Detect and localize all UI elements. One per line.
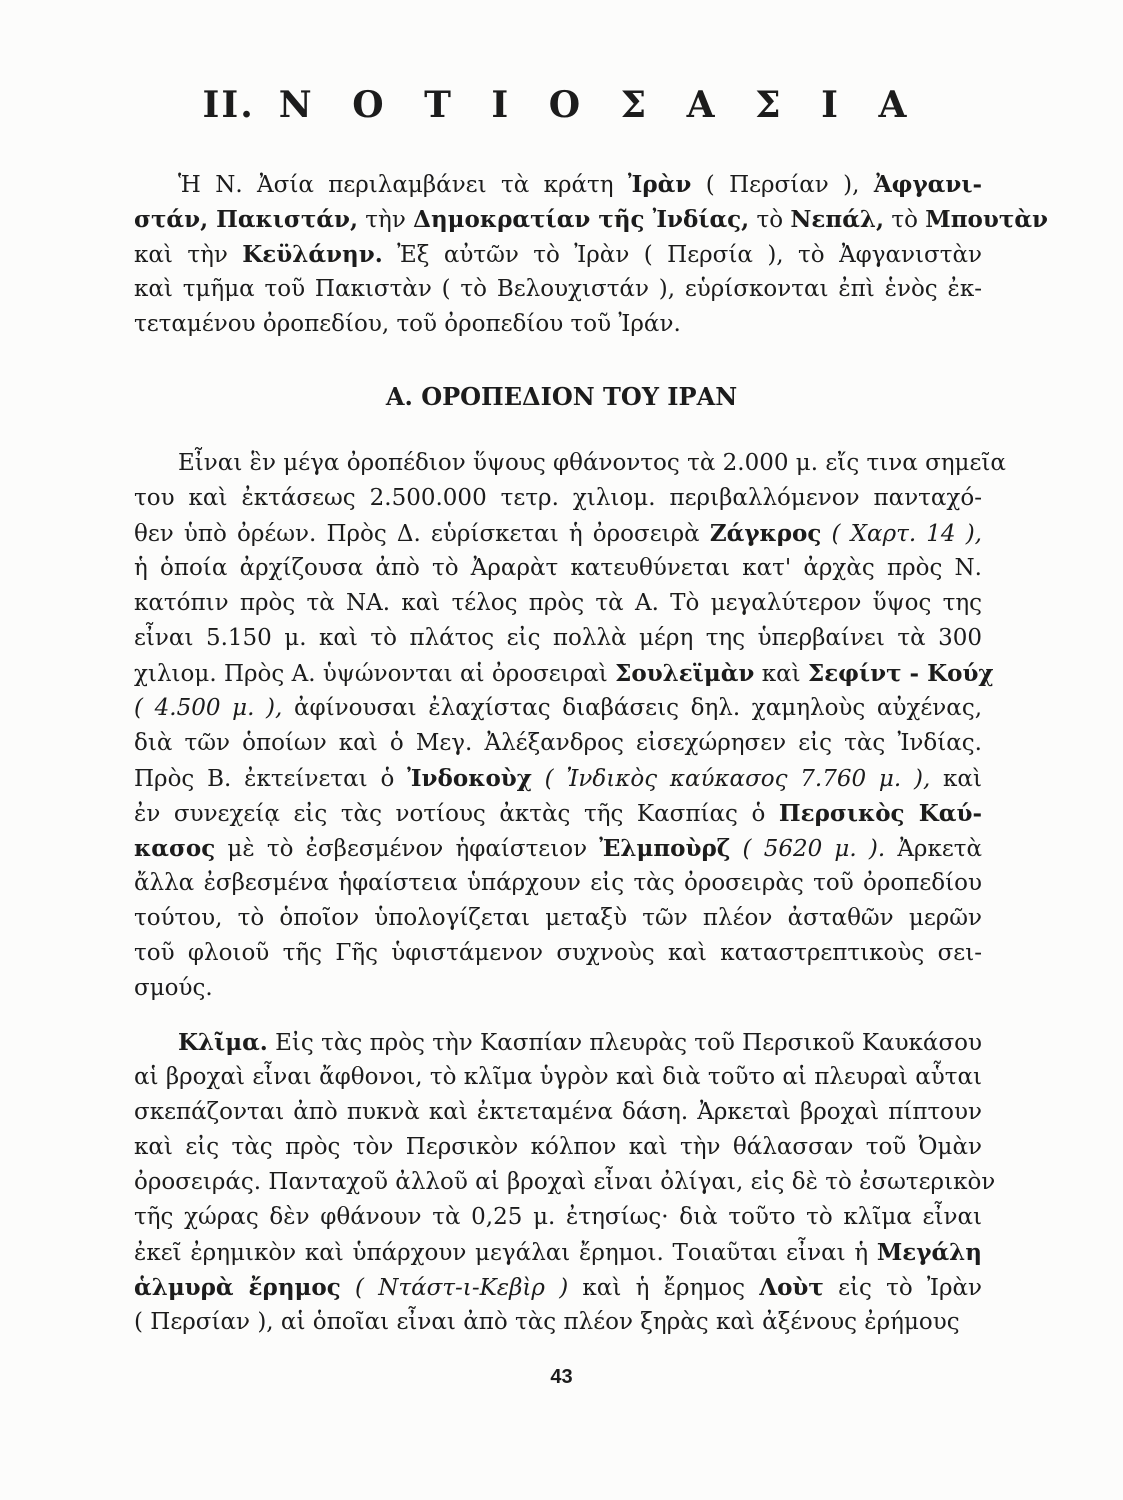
text-run: διὰ τῶν ὁποίων καὶ ὁ Μεγ. Ἀλέξανδρος εἰσεχώρησεν εἰς τὰς Ἰνδίας. [134, 730, 982, 756]
text-line [134, 656, 994, 691]
italic-note: ( Ἰνδικὸς καύκασος 7.760 μ. ), [531, 766, 931, 792]
bold-term: Σουλεϊμὰν [615, 660, 755, 687]
chapter-title-text: Ν Ο Τ Ι Ο Σ Α Σ Ι Α [278, 84, 921, 126]
text-line [134, 936, 982, 971]
text-line [134, 796, 982, 831]
plateau-paragraph [134, 446, 1006, 1006]
bold-term: Ζάγκρος [709, 520, 822, 547]
text-run: Ἐξ αὐτῶν τὸ Ἰρὰν ( Περσία ), τὸ Ἀφγανιστὰν [382, 242, 982, 268]
text-run: του καὶ ἐκτάσεως 2.500.000 τετρ. χιλιομ. περιβαλλόμενον πανταχό- [134, 485, 982, 511]
text-line [134, 901, 982, 936]
text-run: ἐν συνεχείᾳ εἰς τὰς νοτίους ἀκτὰς τῆς Κασπίας ὁ [134, 801, 779, 827]
bold-term: Περσικὸς Καύ- [778, 800, 982, 827]
text-line [134, 167, 982, 202]
text-line [134, 1025, 982, 1060]
text-run: ἀφίνουσαι ἐλαχίστας διαβάσεις δηλ. χαμηλοὺς αὐχένας, [282, 695, 983, 721]
text-line [134, 621, 982, 656]
text-run: εἰς τὸ Ἰρὰν [823, 1275, 982, 1301]
bold-term: Μπουτὰν [925, 206, 1048, 233]
text-line [134, 1095, 982, 1130]
text-run: τοῦ φλοιοῦ τῆς Γῆς ὑφιστάμενον συχνοὺς καὶ καταστρεπτικοὺς σει- [134, 940, 982, 966]
text-run: τὴν [358, 207, 414, 233]
text-line [134, 831, 982, 866]
text-line [134, 1305, 982, 1340]
text-run: τὸ [884, 207, 926, 233]
text-line [134, 481, 982, 516]
climate-paragraph [134, 1025, 996, 1340]
text-line [134, 586, 982, 621]
text-run: ἐκεῖ ἐρημικὸν καὶ ὑπάρχουν μεγάλαι ἔρημοι. Τοιαῦται εἶναι ἡ [134, 1240, 877, 1266]
text-line [134, 971, 982, 1006]
text-run: καὶ ἡ ἔρημος [568, 1275, 760, 1301]
text-line [134, 516, 982, 551]
text-line [134, 446, 1006, 481]
text-line [134, 726, 982, 761]
text-line [134, 761, 982, 796]
text-line [134, 1270, 982, 1305]
text-run: καὶ τὴν [134, 242, 243, 268]
chapter-title [0, 84, 1123, 126]
italic-note: ( Ντάστ-ι-Κεβὶρ ) [340, 1275, 569, 1301]
text-line [134, 551, 982, 586]
text-run: Εἶναι ἓν μέγα ὀροπέδιον ὕψους φθάνοντος τὰ 2.000 μ. εἴς τινα σημεῖα [178, 450, 1006, 476]
italic-note: ( 4.500 μ. ), [134, 695, 283, 721]
bold-term: Νεπάλ, [790, 206, 885, 233]
bold-term: Σεφίντ - Κούχ [807, 660, 994, 687]
text-run: ὀροσειράς. Πανταχοῦ ἀλλοῦ αἱ βροχαὶ εἶναι ὀλίγαι, εἰς δὲ τὸ ἐσωτερικὸν [134, 1169, 996, 1195]
text-run: εἶναι 5.150 μ. καὶ τὸ πλάτος εἰς πολλὰ μέρη της ὑπερβαίνει τὰ 300 [134, 625, 982, 651]
text-line [134, 691, 982, 726]
text-run: ( Περσίαν ), [691, 172, 874, 198]
bold-term: ἁλμυρὰ ἔρημος [134, 1274, 341, 1301]
intro-paragraph [134, 167, 1048, 342]
text-run: καὶ [930, 766, 982, 792]
text-run: Εἰς τὰς πρὸς τὴν Κασπίαν πλευρὰς τοῦ Περσικοῦ Καυκάσου [267, 1030, 982, 1056]
text-line [134, 1165, 996, 1200]
italic-note: ( 5620 μ. ). [730, 836, 886, 862]
bold-term: κασος [134, 835, 216, 862]
text-line [134, 1235, 982, 1270]
bold-term: Ἰνδοκοὺχ [407, 765, 532, 792]
text-line [134, 1200, 982, 1235]
text-run: αἱ βροχαὶ εἶναι ἄφθονοι, τὸ κλῖμα ὑγρὸν καὶ διὰ τοῦτο αἱ πλευραὶ αὗται [134, 1064, 982, 1090]
text-run: καὶ εἰς τὰς πρὸς τὸν Περσικὸν κόλπον καὶ τὴν θάλασσαν τοῦ Ὀμὰν [134, 1134, 982, 1160]
text-line [134, 272, 982, 307]
bold-term: Κλῖμα. [178, 1029, 268, 1056]
text-run: σμούς. [134, 975, 213, 1001]
text-line [134, 1130, 982, 1165]
text-line [134, 237, 982, 272]
text-run: τὸ [749, 207, 791, 233]
section-heading: Α. ΟΡΟΠΕΔΙΟΝ ΤΟΥ ΙΡΑΝ [385, 382, 738, 411]
text-run: σκεπάζονται ἀπὸ πυκνὰ καὶ ἐκτεταμένα δάση. Ἀρκεταὶ βροχαὶ πίπτουν [134, 1099, 982, 1125]
text-run: Πρὸς Β. ἐκτείνεται ὁ [134, 766, 408, 792]
bold-term: Δημοκρατίαν τῆς Ἰνδίας, [413, 206, 750, 233]
text-run: χιλιομ. Πρὸς Α. ὑψώνονται αἱ ὀροσειραὶ [134, 661, 616, 687]
bold-term: Ἐλμποὺρζ [599, 835, 731, 862]
bold-term: Μεγάλη [876, 1239, 982, 1266]
text-run: ἡ ὁποία ἀρχίζουσα ἀπὸ τὸ Ἀραρὰτ κατευθύνεται κατ' ἀρχὰς πρὸς Ν. [134, 555, 982, 581]
text-run: καὶ τμῆμα τοῦ Πακιστὰν ( τὸ Βελουχιστάν ), εὑρίσκονται ἐπὶ ἑνὸς ἐκ- [134, 276, 982, 302]
text-run: μὲ τὸ ἐσβεσμένον ἡφαίστειον [215, 836, 600, 862]
bold-term: Κεϋλάνην. [242, 241, 383, 268]
text-run: τεταμένου ὀροπεδίου, τοῦ ὀροπεδίου τοῦ Ἰράν. [134, 311, 681, 337]
text-run: τούτου, τὸ ὁποῖον ὑπολογίζεται μεταξὺ τῶν πλέον ἀσταθῶν μερῶν [134, 905, 982, 931]
text-run: ( Περσίαν ), αἱ ὁποῖαι εἶναι ἀπὸ τὰς πλέον ξηρὰς καὶ ἀξένους ἐρήμους [134, 1309, 960, 1335]
text-run: καὶ [754, 661, 808, 687]
bold-term: Ἰρὰν [627, 171, 692, 198]
text-run: Ἡ Ν. Ἀσία περιλαμβάνει τὰ κράτη [178, 172, 628, 198]
page-number: 43 [550, 1366, 573, 1388]
text-run: κατόπιν πρὸς τὰ ΝΑ. καὶ τέλος πρὸς τὰ Α. Τὸ μεγαλύτερον ὕψος της [134, 590, 982, 616]
chapter-number: II. [202, 84, 255, 126]
bold-term: Λοὺτ [759, 1274, 824, 1301]
text-line [134, 307, 982, 342]
italic-note: ( Χαρτ. 14 ), [821, 521, 982, 547]
bold-term: στάν, Πακιστάν, [134, 206, 358, 233]
bold-term: Ἀφγανι- [873, 171, 982, 198]
text-run: ἄλλα ἐσβεσμένα ἡφαίστεια ὑπάρχουν εἰς τὰς ὀροσειρὰς τοῦ ὀροπεδίου [134, 870, 982, 896]
text-line [134, 202, 1048, 237]
text-run: Ἀρκετὰ [885, 836, 982, 862]
text-run: θεν ὑπὸ ὀρέων. Πρὸς Δ. εὑρίσκεται ἡ ὀροσειρὰ [134, 521, 710, 547]
text-run: τῆς χώρας δὲν φθάνουν τὰ 0,25 μ. ἐτησίως· διὰ τοῦτο τὸ κλῖμα εἶναι [134, 1204, 982, 1230]
text-line [134, 866, 982, 901]
text-line [134, 1060, 982, 1095]
